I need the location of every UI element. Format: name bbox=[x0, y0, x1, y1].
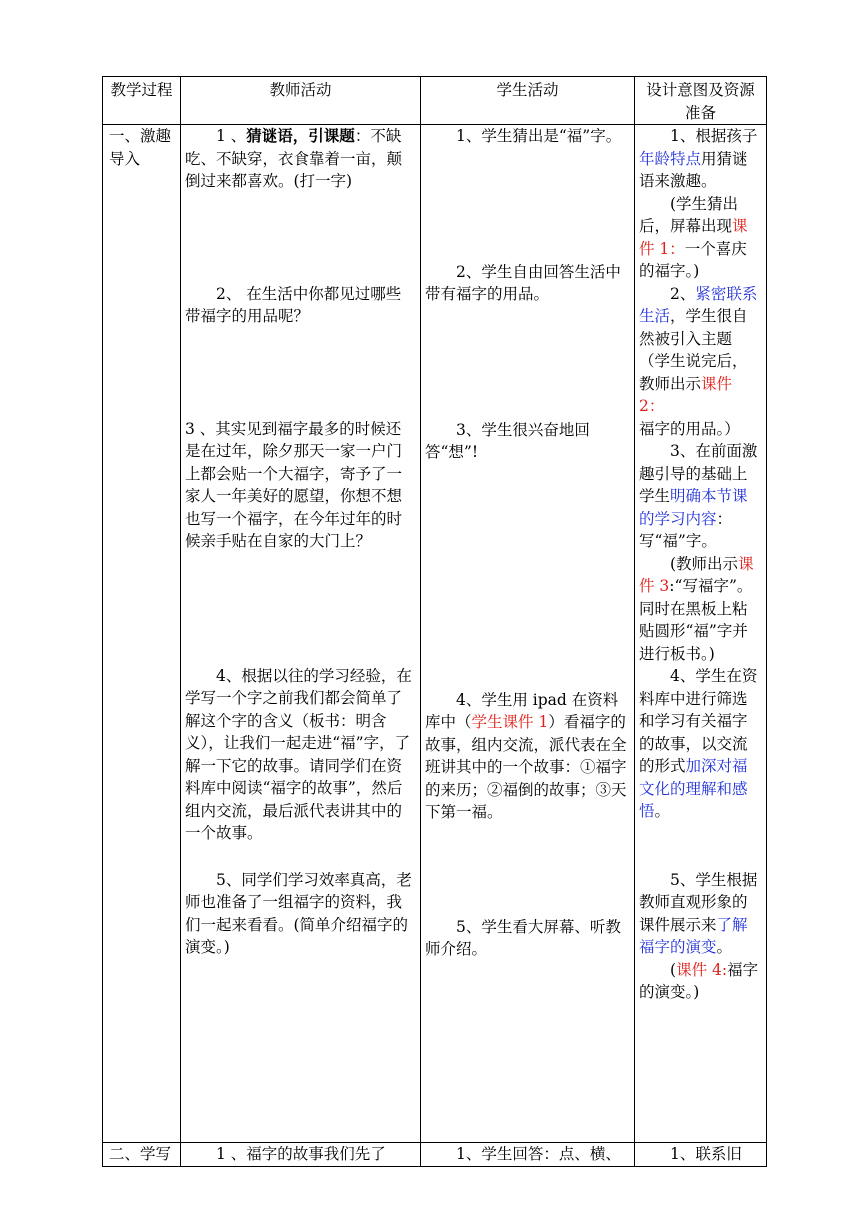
table-row-stage2 bbox=[103, 1143, 767, 1167]
student-step-4: 4、学生用 ipad 在资料库中（学生课件 1）看福字的故事，组内交流，派代表在全班讲其中的一个故事：①福字的来历；②福倒的故事；③天下第一福。 bbox=[425, 690, 627, 821]
design-note-5-resource: (课件 4:福字的演变。) bbox=[639, 960, 759, 1001]
design-note-5: 5、学生根据教师直观形象的课件展示来了解福字的演变。 bbox=[639, 870, 758, 956]
header-teacher: 教师活动 bbox=[181, 77, 421, 125]
design-note-3: 3、在前面激趣引导的基础上学生明确本节课的学习内容：写“福”字。 bbox=[639, 442, 758, 550]
lesson-plan-table bbox=[102, 76, 767, 1167]
student-step-2: 2、学生自由回答生活中带有福字的用品。 bbox=[425, 262, 621, 303]
stage1-name: 一、激趣导入 bbox=[103, 125, 181, 1143]
stage2-name: 二、学写 bbox=[103, 1143, 181, 1167]
table-row-stage1 bbox=[103, 125, 767, 1143]
header-student: 学生活动 bbox=[421, 77, 635, 125]
teacher-step-4: 4、根据以往的学习经验，在学写一个字之前我们都会简单了解这个字的含义（板书：明含义），让我们一起走进“福”字，了解一下它的故事。请同学们在资料库中阅读“福字的故事”，然后组内交流，最后派代表讲其中的一个故事。 bbox=[185, 666, 412, 842]
design-note-4: 4、学生在资料库中进行筛选和学习有关福字的故事，以交流的形式加深对福文化的理解和感悟。 bbox=[639, 667, 758, 820]
teacher-step-3: 3 、其实见到福字最多的时候还是在过年，除夕那天一家一户门上都会贴一个大福字，寄予了一家人一年美好的愿望，你想不想也写一个福字，在今年过年的时候亲手贴在自家的大门上？ bbox=[185, 419, 403, 550]
stage1-teacher-cell bbox=[181, 125, 421, 1143]
design-note-1-resource: (学生猜出后，屏幕出现课件 1：一个喜庆的福字。) bbox=[639, 194, 748, 280]
header-design: 设计意图及资源准备 bbox=[635, 77, 767, 125]
design-note-1: 1、根据孩子年龄特点用猜谜语来激趣。 bbox=[639, 127, 758, 190]
design-note-3-resource: (教师出示课件 3:“写福字”。同时在黑板上粘贴圆形“福”字并进行板书。) bbox=[639, 554, 754, 663]
stage1-student-cell bbox=[421, 125, 635, 1143]
stage2-student-cell: 1、学生回答：点、横、 bbox=[421, 1143, 635, 1167]
teacher-step-1: 1 、猜谜语，引课题：不缺吃、不缺穿，衣食靠着一亩，颠倒过来都喜欢。(打一字) bbox=[185, 126, 403, 190]
design-note-2: 2、紧密联系生活，学生很自然被引入主题（学生说完后，教师出示课件 2：福字的用品。） bbox=[639, 284, 758, 438]
stage2-teacher-cell: 1 、福字的故事我们先了 bbox=[181, 1143, 421, 1167]
student-step-5: 5、学生看大屏幕、听教师介绍。 bbox=[425, 917, 621, 958]
teacher-step-5: 5、同学们学习效率真高，老师也准备了一组福字的资料，我们一起来看看。(简单介绍福字的演变。) bbox=[185, 870, 412, 956]
stage2-design-cell: 1、联系旧 bbox=[635, 1143, 767, 1167]
student-step-3: 3、学生很兴奋地回答“想”! bbox=[425, 420, 590, 461]
teacher-step-2: 2、 在生活中你都见过哪些带福字的用品呢？ bbox=[185, 284, 402, 325]
student-step-1: 1、学生猜出是“福”字。 bbox=[456, 127, 622, 145]
header-process: 教学过程 bbox=[103, 77, 181, 125]
stage1-design-cell bbox=[635, 125, 767, 1143]
table-header-row bbox=[103, 77, 767, 125]
